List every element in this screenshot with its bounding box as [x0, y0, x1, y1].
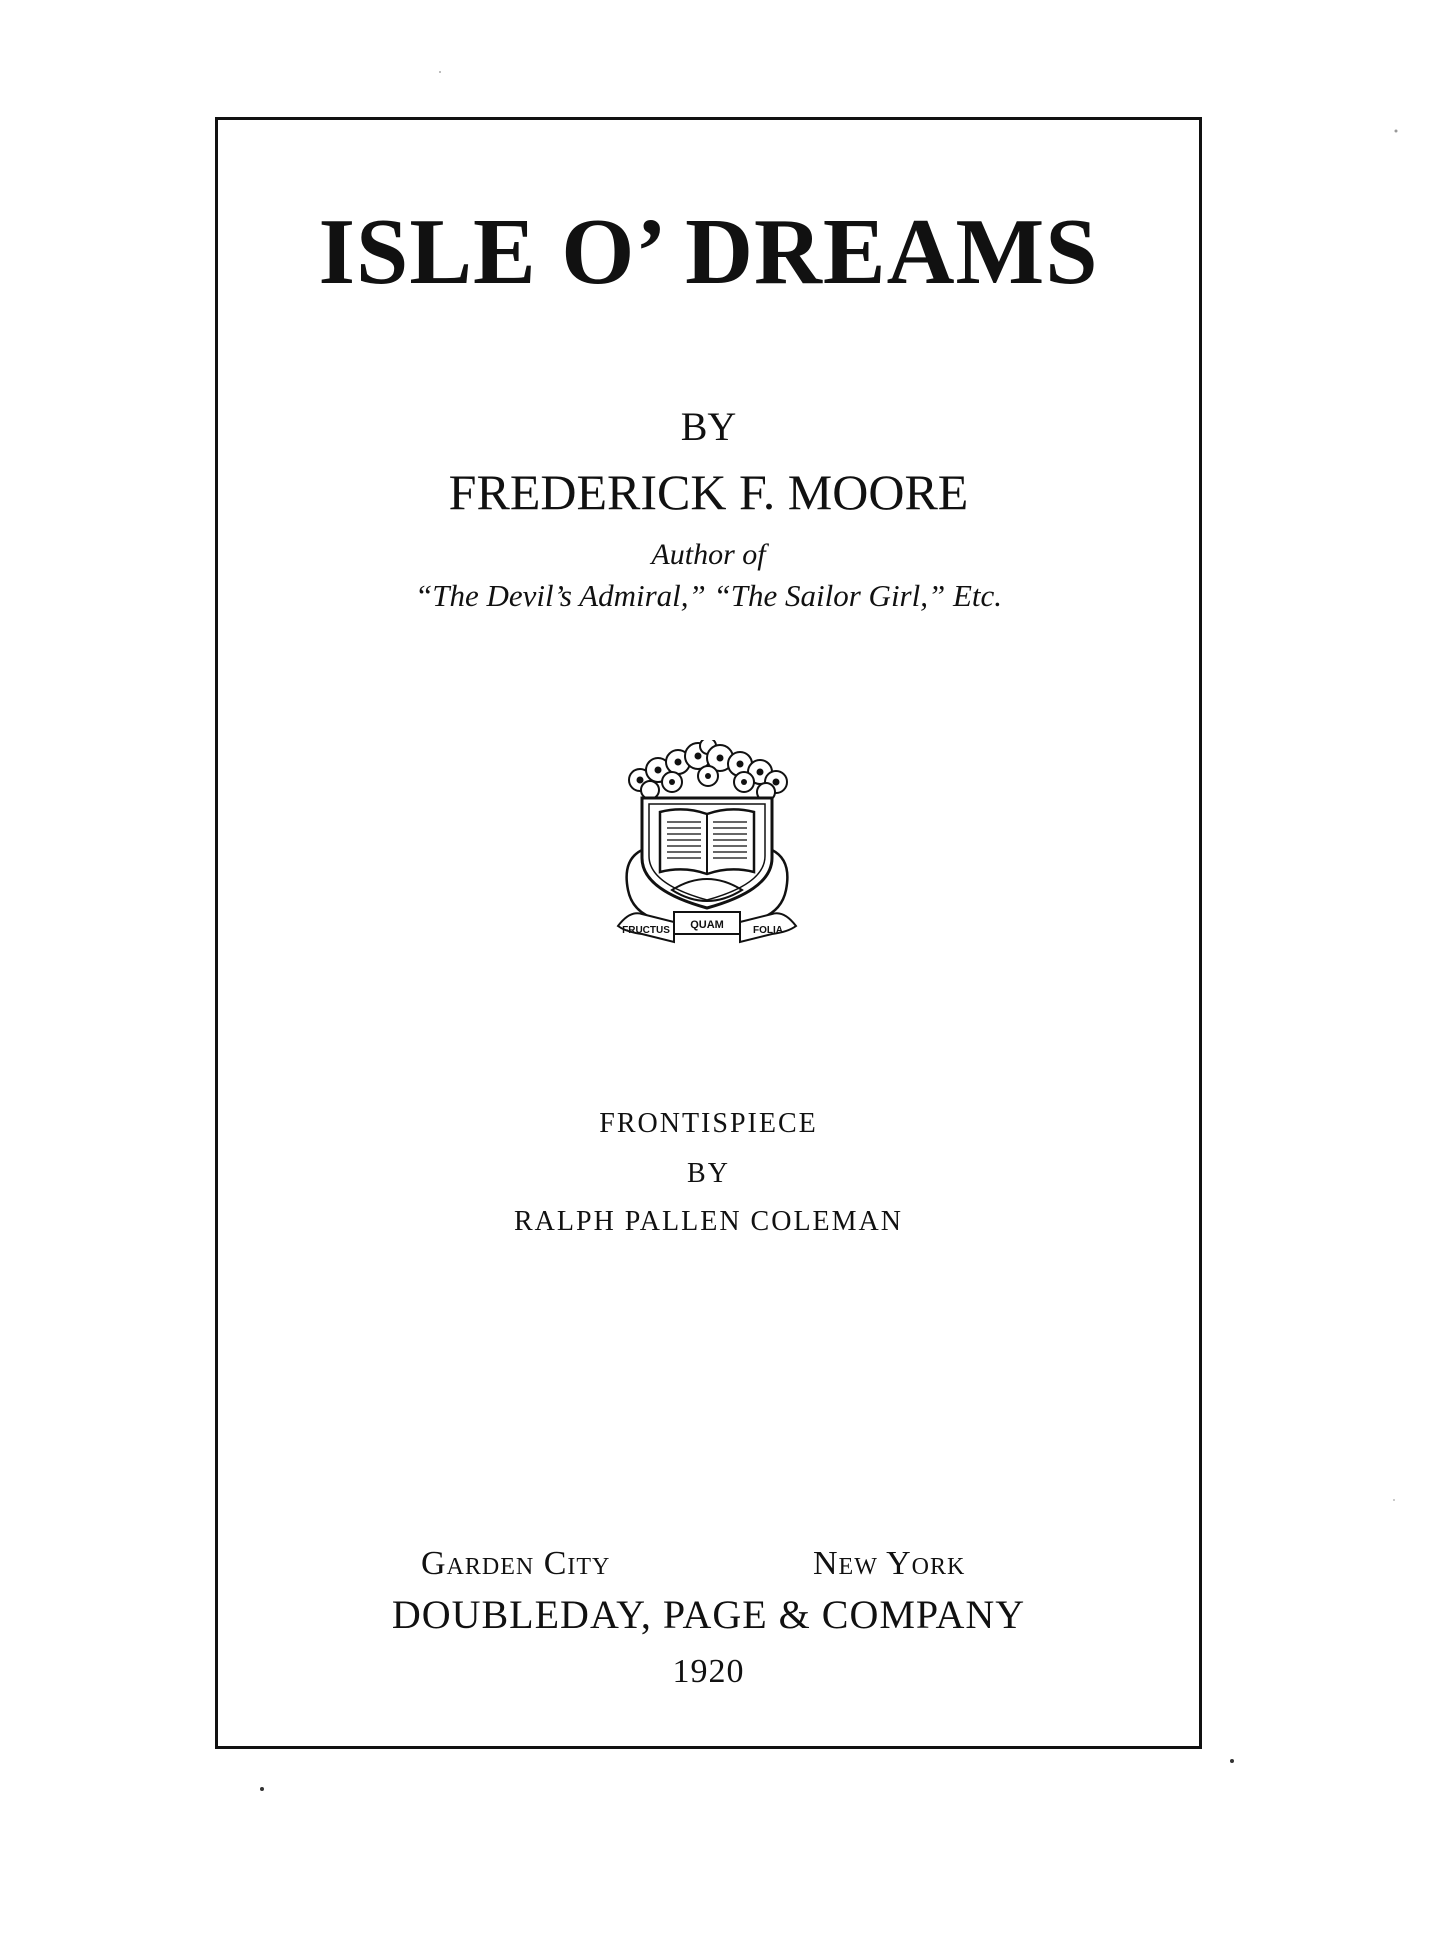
publication-year: 1920 — [672, 1653, 745, 1690]
title-page-frame — [215, 117, 1202, 1749]
motto-word-left: FRUCTUS — [622, 925, 670, 936]
author-of-label: Author of — [651, 538, 766, 571]
motto-word-right: FOLIA — [753, 925, 783, 936]
book-wreath-device-icon — [612, 740, 802, 954]
book-title: ISLE O’ DREAMS — [318, 200, 1099, 304]
imprint-place-left: Garden City — [421, 1545, 611, 1582]
author-name: FREDERICK F. MOORE — [448, 464, 969, 520]
frontispiece-label: FRONTISPIECE — [599, 1108, 818, 1139]
imprint-place-right: New York — [813, 1545, 966, 1582]
frontispiece-by: BY — [687, 1158, 730, 1189]
publisher-name: DOUBLEDAY, PAGE & COMPANY — [391, 1592, 1026, 1637]
by-line: BY — [680, 404, 737, 449]
illustrator-name: RALPH PALLEN COLEMAN — [514, 1206, 903, 1237]
motto-word-center: QUAM — [690, 919, 724, 931]
other-works: “The Devil’s Admiral,” “The Sailor Girl,” Etc. — [414, 578, 1003, 613]
